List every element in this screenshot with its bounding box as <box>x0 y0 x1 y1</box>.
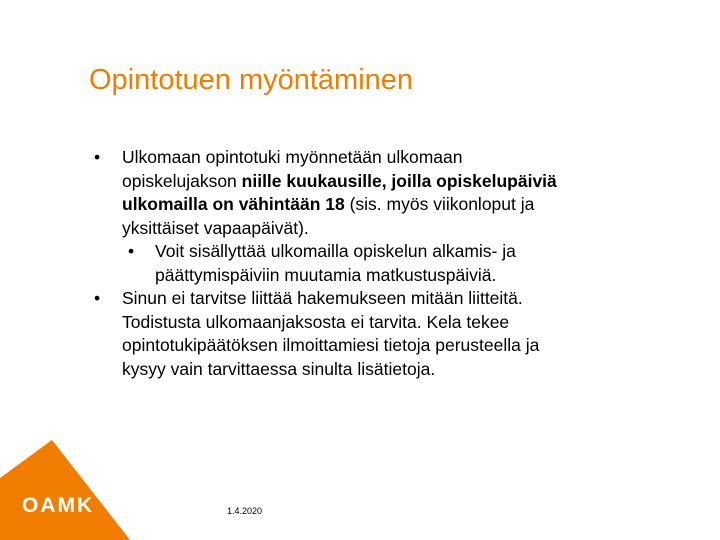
slide-title: Opintotuen myöntäminen <box>89 64 414 96</box>
bullet-line: opintotukipäätöksen ilmoittamiesi tietoja perusteella ja <box>122 335 540 355</box>
oamk-logo: OAMK <box>22 494 95 517</box>
text-bold: niille kuukausille, joilla opiskelupäiviä <box>241 170 557 191</box>
bullet-line: yksittäiset vapaapäivät). <box>122 217 309 238</box>
bullet-marker: • <box>128 241 135 261</box>
bullet-marker: • <box>94 288 101 308</box>
bullet-line: Todistusta ulkomaanjaksosta ei tarvita. Kela tekee <box>122 311 510 332</box>
bullet-line: Sinun ei tarvitse liittää hakemukseen mitään liitteitä. <box>122 288 523 308</box>
bullet-item <box>92 146 652 240</box>
bullet-marker: • <box>94 147 101 167</box>
text-bold: ulkomailla on vähintään 18 <box>122 194 345 214</box>
bullet-item <box>92 287 652 381</box>
footer-date: 1.4.2020 <box>227 506 263 516</box>
bullet-line: Voit sisällyttää ulkomailla opiskelun alkamis- ja <box>155 241 516 261</box>
text-normal: (sis. myös viikonloput ja <box>344 194 535 214</box>
bullet-list <box>92 146 652 381</box>
bullet-line <box>122 170 652 194</box>
orange-corner-shape <box>0 440 130 540</box>
bullet-line <box>122 193 652 217</box>
bullet-line: Ulkomaan opintotuki myönnetään ulkomaan <box>122 147 463 167</box>
bullet-line: päättymispäiviin muutamia matkustuspäiviä. <box>155 264 497 285</box>
text-normal: opiskelujakson <box>122 170 242 191</box>
bullet-line: kysyy vain tarvittaessa sinulta lisätietoja. <box>122 358 436 379</box>
sub-bullet-item <box>92 240 652 287</box>
